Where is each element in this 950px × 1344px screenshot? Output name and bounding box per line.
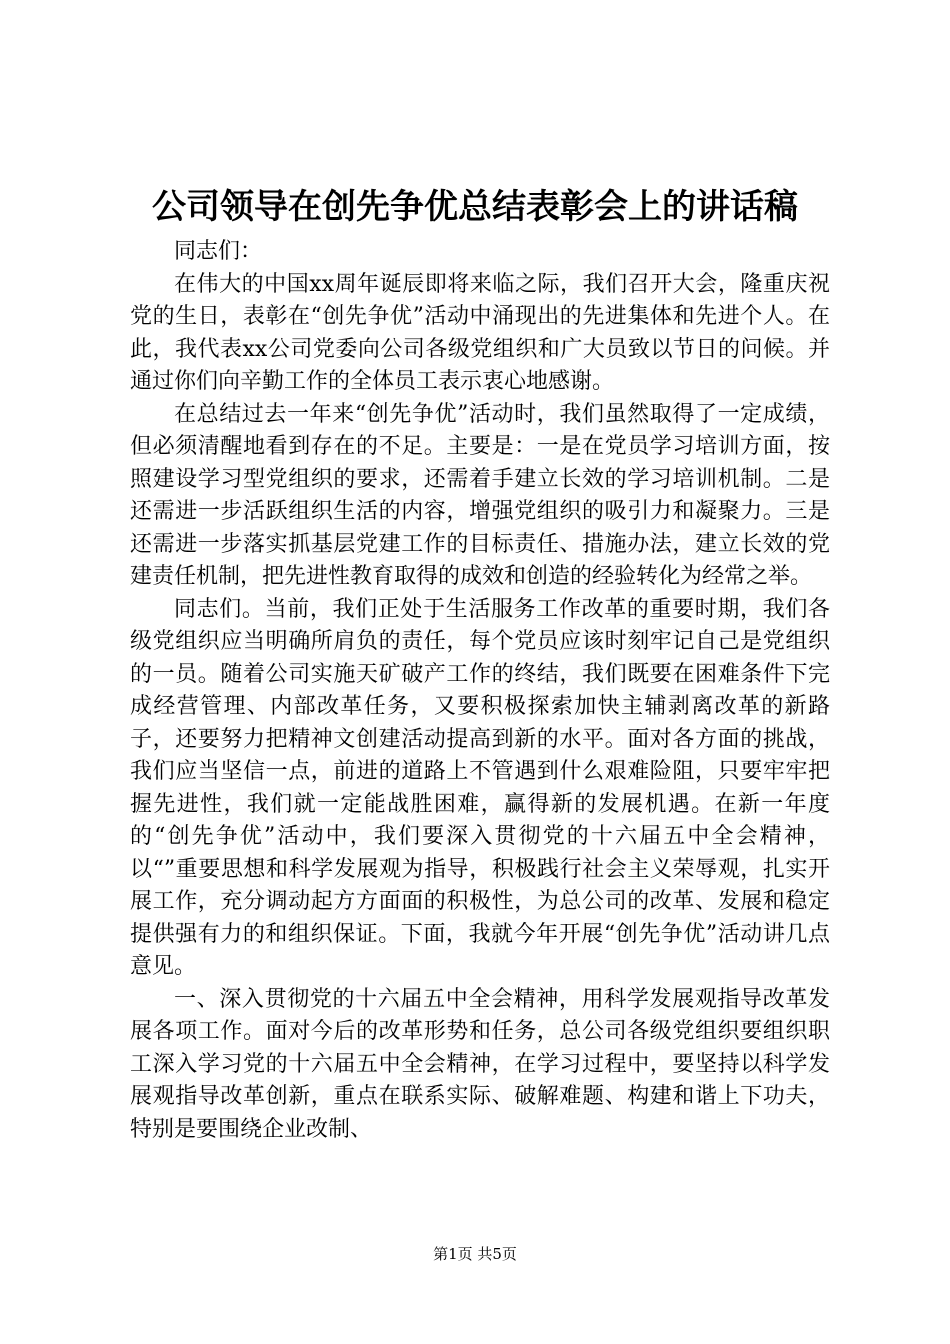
- document-body: [130, 236, 830, 1146]
- page-footer: 第1页 共5页: [433, 1245, 517, 1263]
- body-paragraph: 在伟大的中国xx周年诞辰即将来临之际，我们召开大会，隆重庆祝党的生日，表彰在“创先争优”活动中涌现出的先进集体和先进个人。在此，我代表xx公司党委向公司各级党组织和广大员致以节日的问候。并通过你们向辛勤工作的全体员工表示衷心地感谢。: [130, 271, 830, 394]
- salutation-paragraph: 同志们：: [174, 239, 263, 264]
- body-paragraph: 在总结过去一年来“创先争优”活动时，我们虽然取得了一定成绩，但必须清醒地看到存在的不足。主要是：一是在党员学习培训方面，按照建设学习型党组织的要求，还需着手建立长效的学习培训机制。二是还需进一步活跃组织生活的内容，增强党组织的吸引力和凝聚力。三是还需进一步落实抓基层党建工作的目标责任、措施办法，建立长效的党建责任机制，把先进性教育取得的成效和创造的经验转化为经常之举。: [130, 401, 830, 589]
- body-paragraph: 一、深入贯彻党的十六届五中全会精神，用科学发展观指导改革发展各项工作。面对今后的改革形势和任务，总公司各级党组织要组织职工深入学习党的十六届五中全会精神，在学习过程中，要坚持以科学发展观指导改革创新，重点在联系实际、破解难题、构建和谐上下功夫，特别是要围绕企业改制、: [130, 986, 830, 1142]
- document-title: 公司领导在创先争优总结表彰会上的讲话稿: [152, 187, 798, 227]
- body-paragraph: 同志们。当前，我们正处于生活服务工作改革的重要时期，我们各级党组织应当明确所肩负的责任，每个党员应该时刻牢记自己是党组织的一员。随着公司实施天矿破产工作的终结，我们既要在困难条件下完成经营管理、内部改革任务，又要积极探索加快主辅剥离改革的新路子，还要努力把精神文创建活动提高到新的水平。面对各方面的挑战，我们应当坚信一点，前进的道路上不管遇到什么艰难险阻，只要牢牢把握先进性，我们就一定能战胜困难，赢得新的发展机遇。在新一年度的“创先争优”活动中，我们要深入贯彻党的十六届五中全会精神，以“”重要思想和科学发展观为指导，积极践行社会主义荣辱观，扎实开展工作，充分调动起方方面面的积极性，为总公司的改革、发展和稳定提供强有力的和组织保证。下面，我就今年开展“创先争优”活动讲几点意见。: [130, 596, 830, 979]
